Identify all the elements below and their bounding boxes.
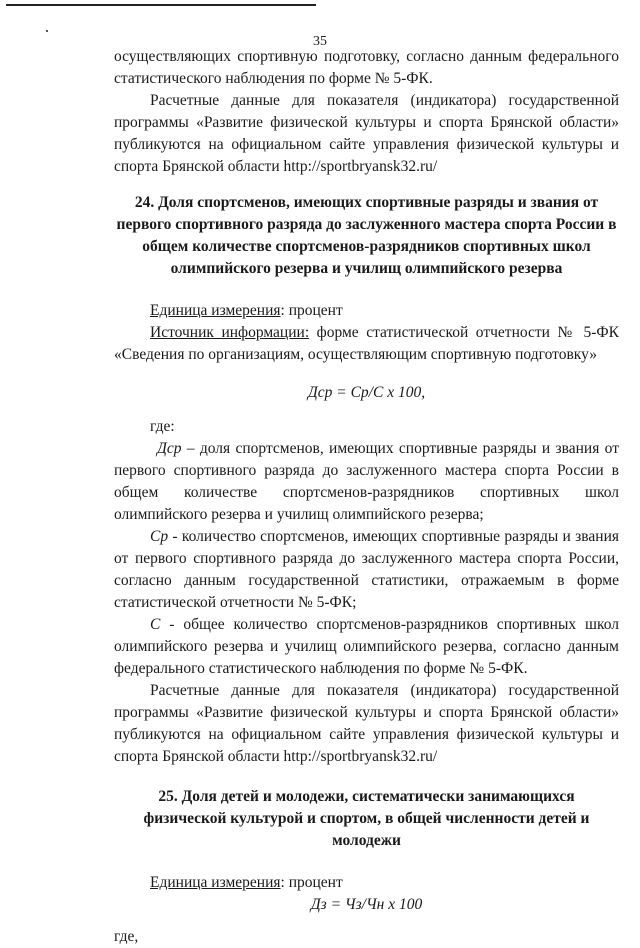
scan-dot	[46, 30, 48, 32]
unit-value: : процент	[280, 302, 343, 319]
formula-25: Дз = Чз/Чн х 100	[310, 896, 423, 913]
unit-label-25: Единица измерения	[150, 874, 281, 891]
symbol-s: С	[150, 616, 161, 633]
where-label: где:	[150, 418, 175, 435]
paragraph-calc-data-2: Расчетные данные для показателя (индикатора) государственной программы «Развитие физической культуры и спорта Брянской области» публикуются на официальном сайте управления физической культуры и спорта Брянской области http://sportbryansk32.ru/	[114, 682, 619, 765]
unit-line-25	[114, 872, 619, 894]
section-25-heading: 25. Доля детей и молодежи, систематически занимающихся физической культурой и спортом, в общей численности детей и молодежи	[143, 788, 590, 849]
unit-value-25: : процент	[280, 874, 343, 891]
source-label: Источник информации:	[150, 324, 310, 341]
source-value: форме статистической отчетности № 5-ФК «Сведения по организациям, осуществляющим спортивную подготовку»	[114, 324, 619, 363]
definition-dsr: Дср – доля спортсменов, имеющих спортивные разряды и звания от первого спортивного разряда до заслуженного мастера спорта России в общем количестве спортсменов-разрядников спортивных школ олимпийского резерва и училищ олимпийского резерва;	[114, 440, 619, 523]
symbol-dsr: Дср	[157, 440, 182, 457]
unit-line-24	[114, 300, 619, 322]
top-rule	[6, 4, 316, 6]
unit-label: Единица измерения	[150, 302, 281, 319]
document-body	[114, 46, 619, 948]
where-label-25: где,	[114, 928, 139, 945]
definition-s: С - общее количество спортсменов-разрядников спортивных школ олимпийского резерва и училищ олимпийского резерва, согласно данным федерального статистического наблюдения по форме № 5-ФК.	[114, 616, 619, 677]
paragraph-continuation: осуществляющих спортивную подготовку, согласно данным федерального статистического наблюдения по форме № 5-ФК.	[114, 48, 619, 87]
symbol-sr: Ср	[150, 528, 169, 545]
paragraph-calc-data: Расчетные данные для показателя (индикатора) государственной программы «Развитие физической культуры и спорта Брянской области» публикуются на официальном сайте управления физической культуры и спорта Брянской области http://sportbryansk32.ru/	[114, 92, 619, 175]
formula-24: Дср = Ср/С х 100,	[307, 384, 426, 401]
source-line-24	[114, 322, 619, 366]
section-24-heading: 24. Доля спортсменов, имеющих спортивные разряды и звания от первого спортивного разряда до заслуженного мастера спорта России в общем количестве спортсменов-разрядников спортивных школ олимпийского резерва и училищ олимпийского резерва	[116, 194, 617, 277]
page-number: 35	[313, 34, 327, 49]
definition-sr: Ср - количество спортсменов, имеющих спортивные разряды и звания от первого спортивного разряда до заслуженного мастера спорта России, согласно данным государственной статистики, отражаемым в форме статистической отчетности № 5-ФК;	[114, 528, 619, 611]
